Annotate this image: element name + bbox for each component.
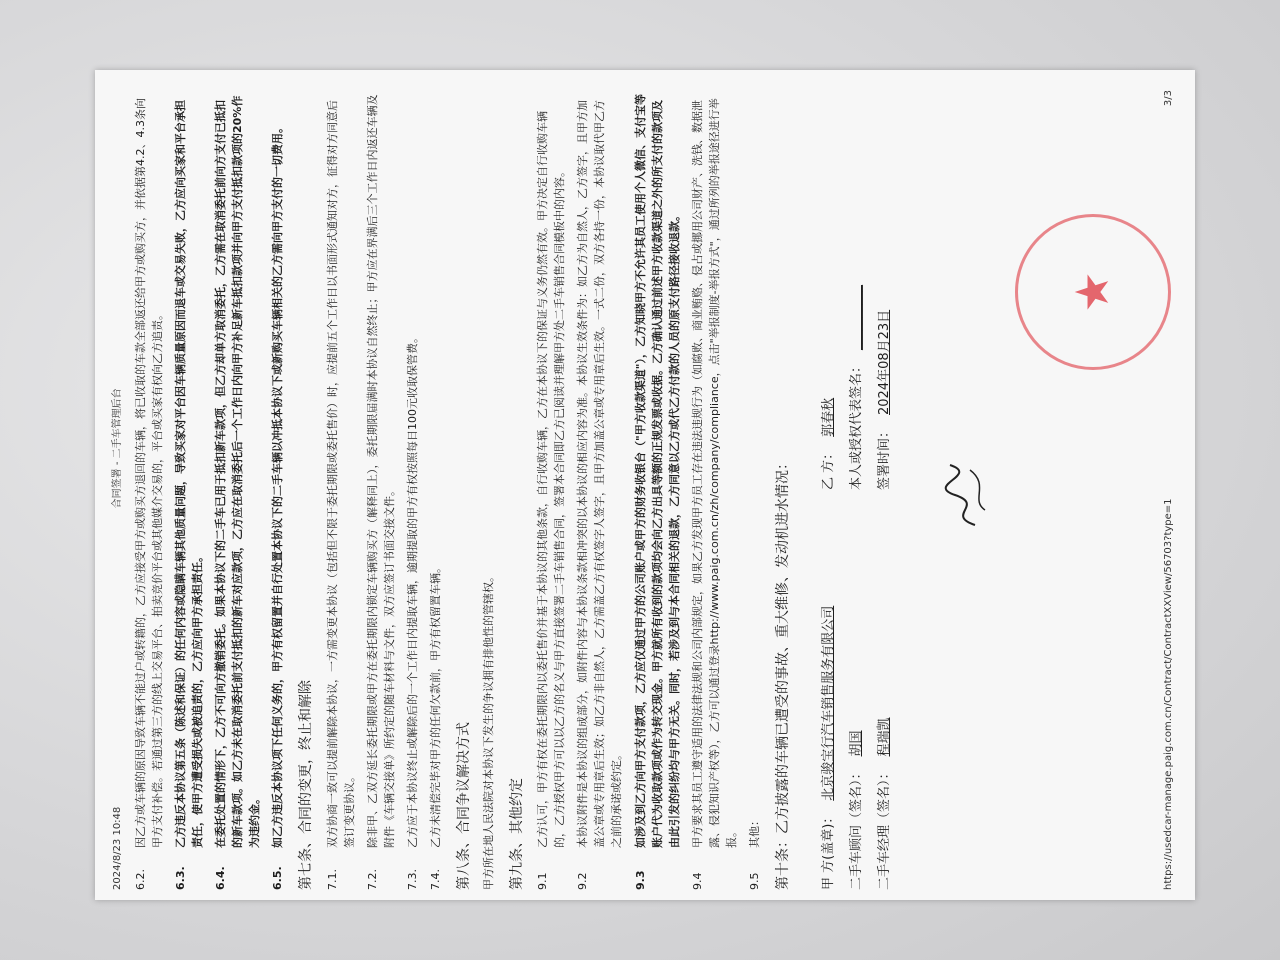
clause-row	[574, 90, 625, 890]
party-a-label: 甲 方(盖章)：	[820, 810, 836, 890]
clause-number: 9.1	[536, 872, 550, 890]
clause-text: 如乙方违反本协议项下任何义务的，甲方有权留置并自行处置本协议下的二手车辆以冲抵本协议下或新购买车辆相关的乙方需向甲方支付的一切费用。	[270, 122, 284, 848]
page-number: 3/3	[1162, 90, 1174, 107]
section-8-title: 第八条、合同争议解决方式	[455, 722, 472, 890]
company-seal	[1015, 214, 1171, 370]
manager-label: 二手车经理（签名）：	[876, 766, 892, 890]
clause-row	[132, 90, 166, 890]
section-8-text: 甲方所在地人民法院对本协议下发生的争议拥有排他性的管辖权。	[481, 571, 495, 890]
clause-number: 7.4.	[428, 869, 442, 890]
print-footer	[1161, 90, 1177, 890]
clause-text: 除非甲、乙双方延长委托期限或甲方在委托期限内锁定车辆购买方（解释同上），委托期限届满时本协议自然终止；甲方应在界满后三个工作日内返还车辆及附件《车辆交接单》所约定的随车材料与文件，双方应签订书面交接文件。	[365, 94, 396, 848]
clause-text: 乙方违反本协议第五条（陈述和保证）的任何内容或隐瞒车辆其他质量问题，导致买家对平台因车辆质量原因而退车或交易失败，乙方应向买家和平台承担责任，使甲方遭受损失或被追责的，乙方应向甲方承担责任。	[173, 100, 204, 848]
clause-row	[404, 90, 421, 890]
print-header	[110, 90, 126, 890]
party-a-name: 北京骏宝行汽车销售服务有限公司	[820, 605, 836, 801]
clause-number: 6.3.	[173, 866, 187, 890]
clause-number: 9.2	[576, 872, 590, 890]
manager-name: 程瑞凯	[876, 717, 892, 757]
clause-row	[269, 90, 286, 890]
clause-row	[364, 90, 398, 890]
clause-text: 因乙方或车辆的原因导致车辆不能过户或转籍的，乙方应接受甲方或购买方退回的车辆，将已收取的车款全部返还给甲方或购买方，并依据第4.2、4.3条向甲方支付补偿。若通过第三方的线上交易平台、拍卖竞价平台或其他媒介交易的，平台或买家有权向乙方追责。	[133, 98, 164, 848]
clause-row	[427, 90, 444, 890]
advisor-label: 二手车顾问（签名）：	[848, 766, 864, 890]
clause-number: 9.5	[747, 872, 761, 890]
clause-number: 7.3.	[405, 869, 419, 890]
clause-text: 其他：	[747, 815, 761, 848]
clause-row	[689, 90, 740, 890]
section-9-title: 第九条、其他约定	[508, 778, 525, 890]
clause-number: 6.2.	[133, 869, 147, 890]
clause-row	[172, 90, 206, 890]
party-b-column: 乙 方：郭春秋 本人或授权代表签名：__________ 签署时间：2024年08月23日	[820, 284, 892, 490]
advisor-name: 胡国	[848, 730, 864, 757]
clause-row	[632, 90, 683, 890]
clause-row	[212, 90, 263, 890]
clause-text: 乙方认可，甲方有权在委托期限内以委托售价并基于本协议的其他条款，自行收购车辆，乙方在本协议下的保证与义务仍然有效。甲方决定自行收购车辆的，乙方授权甲方可以以乙方的名义与甲方直接签署二手车销售合同，签署本合同即乙方已阅读并理解甲方处二手车销售合同模板中的内容。	[536, 111, 567, 848]
rep-signature-label: 本人或授权代表签名：	[848, 359, 864, 490]
clause-number: 7.1.	[325, 869, 339, 890]
rotated-document	[110, 90, 1180, 890]
clause-number: 9.4	[690, 872, 704, 890]
clause-number: 6.5.	[270, 866, 284, 890]
party-b-label: 乙 方：	[820, 446, 836, 490]
clause-text: 乙方应于本协议终止或解除后的一个工作日内提取车辆，逾期提取的甲方有权按照每日100元收取保管费。	[405, 332, 419, 848]
clause-text: 甲方要求其员工遵守适用的法律法规和公司内部规定，如果乙方发现甲方员工存在违法违规行为（如腐败、商业贿赂、侵占或挪用公司财产、洗钱、数据泄露、侵犯知识产权等），乙方可以通过登录http://www.paig.com.cn/zh/company/compliance，点击"举报制度-举报方式"，通过所列的举报途径进行举报。	[690, 98, 738, 848]
footer-url: https://usedcar-manage.paig.com.cn/Contract/ContractXXView/56703?type=1	[1162, 498, 1174, 890]
print-datetime: 2024/8/23 10:48	[112, 806, 123, 890]
section-7-title: 第七条、合同的变更，终止和解除	[297, 680, 314, 890]
clause-number: 6.4.	[213, 866, 227, 890]
clause-row	[324, 90, 358, 890]
print-title: 合同签署 - 二手车管理后台	[112, 388, 123, 509]
star-icon: ★	[1065, 271, 1120, 313]
signature-block	[811, 90, 903, 890]
handwritten-signature	[935, 460, 995, 530]
clause-text: 本协议附件是本协议的组成部分，如附件内容与本协议条款相冲突的以本协议的相应内容为准。本协议生效条件为：如乙方为自然人，乙方签字，且甲方加盖公章或专用章后生效；如乙方非自然人，乙方需盖乙方有权签字人签字，且甲方加盖公章或专用章后生效。一式二份，双方各持一份，本协议取代甲乙方之前的承诺或约定。	[576, 100, 624, 848]
clause-text: 如涉及到乙方向甲方支付款项，乙方应仅通过甲方的公司账户或甲方的财务收银台（"甲方收款渠道"），乙方知晓甲方不允许其员工使用个人微信、支付宝等账户代为收取款项或作为转交现金。甲方就所有收到的款项均会向乙方出具等额的正规发票或收据。乙方确认通过前述甲方收款渠道之外的所支付的款项及由此引发的纠纷均与甲方无关。同时，若涉及到与本合同相关的退款，乙方同意以乙方或代乙方付款的人员的原支付路径接收退款。	[633, 94, 681, 848]
clause-text: 在委托处置的情形下，乙方不可向方撤销委托。如果本协议下的二手车已用于抵扣新车款项，但乙方却单方取消委托，乙方需在取消委托前向方支付已抵扣的新车款项。如乙方未在取消委托前支付抵扣的新车对应款项，乙方应在取消委托后一个工作日内向甲方补足新车抵扣款项并向甲方支付抵扣款项的20%作为违约金。	[213, 95, 261, 848]
sign-time-value: 2024年08月23日	[876, 309, 892, 415]
clause-row	[746, 90, 763, 890]
clause-number: 7.2.	[365, 869, 379, 890]
sign-time-label: 签署时间：	[876, 424, 892, 490]
clause-number: 9.3	[633, 870, 647, 890]
party-b-name: 郭春秋	[820, 397, 836, 437]
section-10-title: 第十条：乙方披露的车辆已遭受的事故、重大维修、发动机进水情况：	[774, 456, 791, 890]
party-a-column	[811, 490, 903, 890]
clause-text: 乙方未清偿完毕对甲方的任何欠款前，甲方有权留置车辆。	[428, 562, 442, 848]
clause-text: 双方协商一致可以提前解除本协议，一方需变更本协议（包括但不限于委托期限或委托售价）时，应提前五个工作日以书面形式通知对方，征得对方同意后签订变更协议。	[325, 100, 356, 848]
clause-row	[534, 90, 568, 890]
